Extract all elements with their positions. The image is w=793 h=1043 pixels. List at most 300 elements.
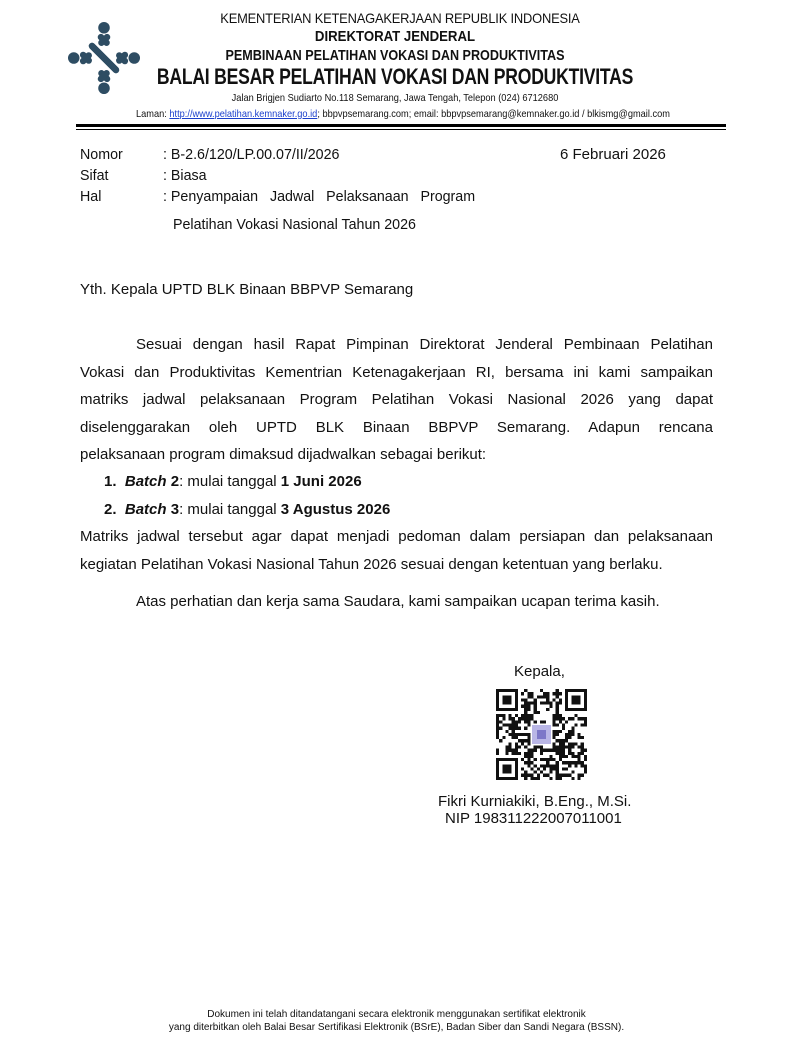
qr-module [578,717,581,720]
qr-module [549,755,552,758]
qr-module [524,708,527,711]
qr-module [521,742,524,745]
qr-module [512,749,515,752]
qr-module [534,702,537,705]
qr-module [568,717,571,720]
qr-module [496,717,499,720]
qr-module [512,736,515,739]
ministry-name: KEMENTERIAN KETENAGAKERJAAN REPUBLIK INDONESIA [220,10,580,26]
qr-module [524,733,527,736]
qr-module [584,771,587,774]
letterhead-divider-thick [76,124,726,127]
qr-module [515,752,518,755]
qr-module [534,764,537,767]
qr-module [556,714,559,717]
qr-module [537,745,540,748]
qr-module [559,777,562,780]
qr-module [556,752,559,755]
qr-module [559,755,562,758]
qr-module [527,761,530,764]
qr-module [502,717,505,720]
qr-module [571,745,574,748]
qr-module [549,771,552,774]
qr-module [512,733,515,736]
hal-label: Hal [80,188,102,205]
institution-name: BALAI BESAR PELATIHAN VOKASI DAN PRODUKTIVITAS [156,64,634,89]
qr-module [531,717,534,720]
qr-module [499,739,502,742]
qr-module [512,720,515,723]
sifat-label: Sifat [80,167,109,184]
qr-module [527,774,530,777]
qr-module [527,714,530,717]
qr-module [565,736,568,739]
qr-module [571,717,574,720]
qr-module [549,702,552,705]
qr-module [552,767,555,770]
qr-module [549,758,552,761]
qr-module [552,692,555,695]
qr-module [581,717,584,720]
qr-module [574,761,577,764]
batch-number: 3 [166,501,180,518]
qr-module [537,777,540,780]
qr-module [518,733,521,736]
qr-module [562,739,565,742]
qr-module [562,761,565,764]
signatory-nip: NIP 198311222007011001 [445,810,622,827]
qr-module [518,745,521,748]
qr-module [584,758,587,761]
qr-module [524,705,527,708]
qr-module [521,739,524,742]
qr-module [559,698,562,701]
qr-module [574,724,577,727]
qr-module [584,749,587,752]
qr-module [509,742,512,745]
qr-module [578,761,581,764]
qr-module [562,727,565,730]
qr-module [556,749,559,752]
qr-module [505,730,508,733]
qr-module [556,705,559,708]
qr-module [521,758,524,761]
batch-word: Batch [124,501,167,518]
qr-module [556,730,559,733]
list-number: 2. [104,501,117,518]
qr-module [502,724,505,727]
qr-module [521,698,524,701]
qr-module [556,689,559,692]
qr-module [524,752,527,755]
qr-module [571,727,574,730]
paragraph-line: Sesuai dengan hasil Rapat Pimpinan Direktorat Jenderal Pembinaan Pelatihan [136,336,713,353]
qr-module [562,749,565,752]
qr-module [515,749,518,752]
schedule-date: 1 Juni 2026 [280,473,362,490]
qr-code-signature-icon [496,689,587,780]
qr-module [531,695,534,698]
signatory-name: Fikri Kurniakiki, B.Eng., M.Si. [438,793,632,810]
qr-module [509,714,512,717]
qr-module [559,774,562,777]
qr-module [534,758,537,761]
qr-module [527,749,530,752]
qr-module [499,720,502,723]
qr-module [527,736,530,739]
qr-module [521,705,524,708]
qr-module [540,758,543,761]
qr-module [512,752,515,755]
sifat-value: : Biasa [163,167,207,184]
qr-module [534,708,537,711]
qr-module [552,764,555,767]
qr-module [518,720,521,723]
qr-module [531,702,534,705]
qr-module [543,692,546,695]
qr-module [578,758,581,761]
qr-module [540,771,543,774]
qr-module [562,745,565,748]
qr-module [568,736,571,739]
qr-module [515,745,518,748]
qr-module [556,739,559,742]
qr-module [562,767,565,770]
qr-module [534,720,537,723]
qr-module [568,774,571,777]
qr-module [568,730,571,733]
qr-module [581,752,584,755]
qr-module [578,736,581,739]
letterhead-divider-thin [76,129,726,130]
qr-module [562,724,565,727]
qr-module [518,717,521,720]
qr-module [562,752,565,755]
qr-module [515,714,518,717]
qr-module [524,745,527,748]
qr-module [584,717,587,720]
qr-module [527,705,530,708]
qr-module [505,745,508,748]
list-number: 1. [104,473,117,490]
qr-module [559,749,562,752]
qr-module [521,733,524,736]
qr-module [574,742,577,745]
qr-module [502,736,505,739]
qr-module [496,736,499,739]
qr-module [540,720,543,723]
qr-module [527,764,530,767]
qr-module [556,777,559,780]
qr-module [578,777,581,780]
qr-module [565,767,568,770]
qr-module [584,764,587,767]
qr-module [546,692,549,695]
qr-module [540,695,543,698]
institution-address: Jalan Brigjen Sudiarto No.118 Semarang, Jawa Tengah, Telepon (024) 6712680 [231,92,559,104]
qr-module [531,777,534,780]
qr-module [531,714,534,717]
qr-module [509,749,512,752]
qr-module [549,767,552,770]
qr-module [521,767,524,770]
qr-module [515,720,518,723]
qr-module [546,698,549,701]
qr-module [543,767,546,770]
qr-module [578,733,581,736]
qr-module [581,742,584,745]
qr-module [546,695,549,698]
qr-module [546,702,549,705]
qr-module [552,714,555,717]
qr-module [581,761,584,764]
qr-module [527,717,530,720]
qr-module [556,733,559,736]
qr-module [571,733,574,736]
qr-module [565,755,568,758]
paragraph-line: pelaksanaan program dimaksud dijadwalkan sebagai berikut: [80,446,487,463]
qr-module [496,730,499,733]
qr-module [581,774,584,777]
qr-module [531,752,534,755]
qr-module [524,689,527,692]
qr-module [534,698,537,701]
qr-module [496,727,499,730]
qr-module [496,752,499,755]
qr-module [540,745,543,748]
qr-module [509,727,512,730]
qr-module [534,705,537,708]
qr-module [531,692,534,695]
qr-module [559,720,562,723]
qr-module [496,714,499,717]
qr-module [534,749,537,752]
qr-module [568,761,571,764]
qr-module [574,755,577,758]
qr-module [540,689,543,692]
qr-module [524,714,527,717]
qr-module [559,758,562,761]
qr-module [521,714,524,717]
qr-module [559,714,562,717]
qr-module [581,745,584,748]
website-link[interactable]: http://www.pelatihan.kemnaker.go.id [169,108,318,120]
qr-module [518,727,521,730]
recipient: Yth. Kepala UPTD BLK Binaan BBPVP Semarang [80,281,414,298]
qr-module [527,720,530,723]
qr-module [559,752,562,755]
batch-number: 2 [166,473,180,490]
qr-module [584,724,587,727]
qr-module [496,733,499,736]
qr-module [505,724,508,727]
qr-module [584,755,587,758]
qr-module [515,724,518,727]
qr-module [552,742,555,745]
qr-module [556,724,559,727]
qr-module [527,702,530,705]
qr-module [524,727,527,730]
qr-module [559,717,562,720]
qr-module [574,714,577,717]
batch-word: Batch [124,473,167,490]
qr-module [527,742,530,745]
qr-module [559,730,562,733]
qr-module [552,758,555,761]
qr-module [527,724,530,727]
qr-module [546,764,549,767]
qr-module [543,758,546,761]
qr-module [515,742,518,745]
qr-module [524,774,527,777]
qr-module [546,774,549,777]
qr-module [571,761,574,764]
qr-module [531,761,534,764]
qr-module [565,733,568,736]
qr-module [496,720,499,723]
closing-sentence: Atas perhatian dan kerja sama Saudara, kami sampaikan ucapan terima kasih. [136,593,660,610]
qr-module [531,755,534,758]
qr-module [524,777,527,780]
qr-module [556,695,559,698]
qr-module [578,774,581,777]
qr-module [518,739,521,742]
qr-module [537,767,540,770]
qr-module [578,755,581,758]
qr-module [565,774,568,777]
qr-module [568,752,571,755]
contact-details: ; bbpvpsemarang.com; email: bbpvpsemarang@kemnaker.go.id / blkismg@gmail.com [317,108,670,120]
qr-module [549,749,552,752]
schedule-date: 3 Agustus 2026 [280,501,391,518]
qr-module [556,692,559,695]
qr-module [559,739,562,742]
qr-module [584,767,587,770]
qr-module [527,733,530,736]
e-signature-notice-line-1: Dokumen ini telah ditandatangani secara elektronik menggunakan sertifikat elektronik [207,1009,586,1020]
qr-module [509,733,512,736]
qr-module [524,761,527,764]
qr-module [505,752,508,755]
qr-module [568,733,571,736]
qr-module [581,736,584,739]
qr-module [521,774,524,777]
qr-module [502,714,505,717]
qr-module [524,711,527,714]
qr-module [556,761,559,764]
signatory-title: Kepala, [514,663,565,680]
qr-module [546,708,549,711]
schedule-text: : mulai tanggal [179,501,281,518]
qr-module [531,767,534,770]
nomor-label: Nomor [80,146,123,163]
hal-value: : Penyampaian Jadwal Pelaksanaan Program [163,188,476,205]
qr-module [562,755,565,758]
qr-module [534,777,537,780]
qr-module [552,749,555,752]
qr-module [543,774,546,777]
qr-module [568,745,571,748]
qr-module [509,724,512,727]
qr-module [524,771,527,774]
qr-module [527,695,530,698]
qr-module [581,724,584,727]
qr-module [540,749,543,752]
qr-module [556,764,559,767]
qr-module [537,695,540,698]
qr-module [527,692,530,695]
paragraph-line: Vokasi dan Produktivitas Kementrian Ketenagakerjaan RI, bersama ini kami sampaikan [80,364,713,381]
contact-label: Laman: [136,108,170,120]
qr-module [527,752,530,755]
qr-module [568,764,571,767]
letter-date: 6 Februari 2026 [560,146,666,163]
qr-module [552,733,555,736]
qr-module [531,774,534,777]
qr-module [524,702,527,705]
qr-module [515,733,518,736]
qr-module [543,695,546,698]
qr-module [505,749,508,752]
qr-module [565,761,568,764]
qr-module [524,717,527,720]
qr-module [527,708,530,711]
qr-module [552,736,555,739]
qr-module [499,714,502,717]
qr-module [552,698,555,701]
qr-module [515,736,518,739]
qr-module [521,717,524,720]
qr-module [509,745,512,748]
qr-module [512,717,515,720]
qr-module [499,727,502,730]
qr-module [562,717,565,720]
qr-module [534,771,537,774]
kemnaker-logo-icon [68,22,140,94]
institution-contact [136,108,670,120]
qr-module [571,771,574,774]
hal-value-continued: Pelatihan Vokasi Nasional Tahun 2026 [173,216,416,233]
paragraph-line: kegiatan Pelatihan Vokasi Nasional Tahun 2026 sesuai dengan ketentuan yang berlaku. [80,556,663,573]
qr-module [509,717,512,720]
qr-module [537,711,540,714]
qr-module [574,764,577,767]
qr-module [534,711,537,714]
qr-module [552,730,555,733]
qr-module [552,720,555,723]
qr-module [537,774,540,777]
qr-module [546,749,549,752]
qr-module [540,702,543,705]
qr-module [524,698,527,701]
qr-module [578,745,581,748]
qr-module [524,739,527,742]
qr-module [552,745,555,748]
qr-module [552,724,555,727]
qr-module [527,755,530,758]
qr-module [521,692,524,695]
qr-module [571,755,574,758]
qr-module [571,742,574,745]
qr-module [540,764,543,767]
qr-module [543,702,546,705]
qr-module [565,739,568,742]
directorate-subtitle: PEMBINAAN PELATIHAN VOKASI DAN PRODUKTIVITAS [225,47,565,64]
qr-module [512,724,515,727]
qr-module [559,702,562,705]
e-signature-notice-line-2: yang diterbitkan oleh Balai Besar Sertifikasi Elektronik (BSrE), Badan Siber dan Sandi Negara (BSSN). [168,1022,625,1033]
qr-module [581,749,584,752]
